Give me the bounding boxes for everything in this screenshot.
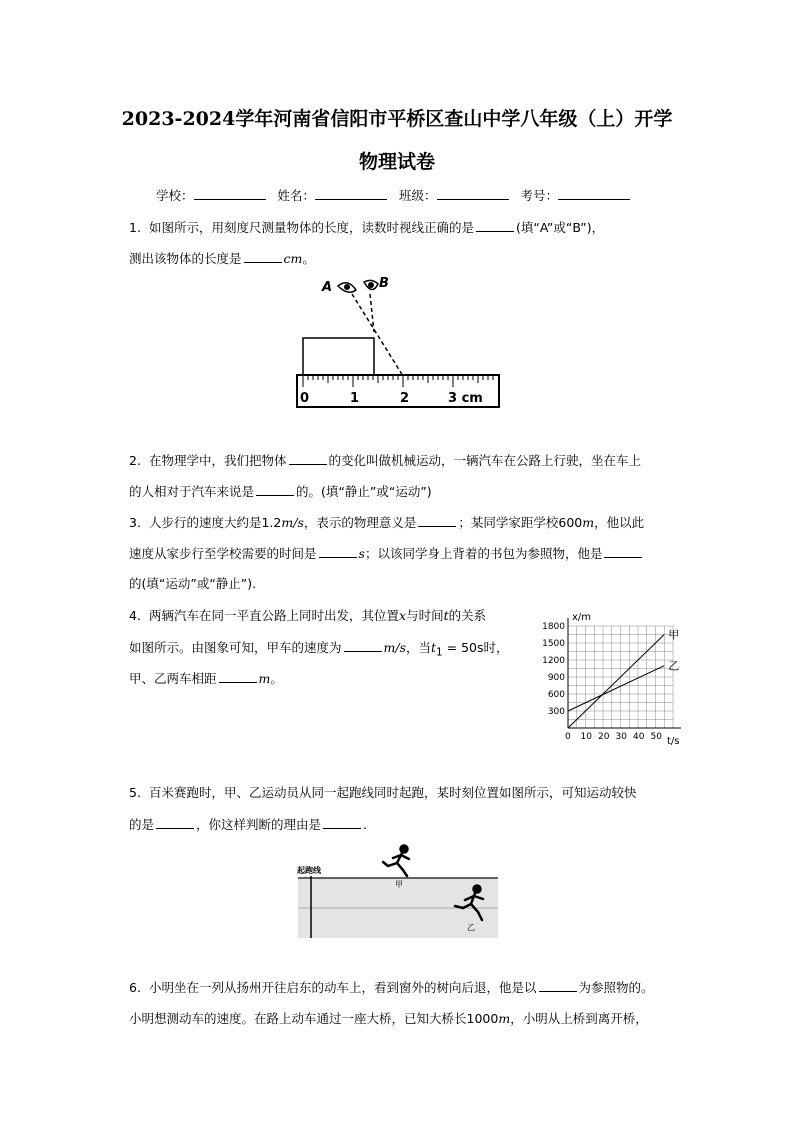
- q4-text-g: 甲、乙两车相距: [129, 671, 217, 686]
- name-field[interactable]: [315, 187, 387, 200]
- q1-line2: [129, 250, 315, 267]
- ruler-ticks: [303, 375, 493, 387]
- graph-x-tick: 30: [615, 732, 627, 742]
- graph-x-tick: 40: [633, 732, 645, 742]
- q3-unit-2: m: [582, 515, 595, 530]
- exam-title-line1: 2023-2024学年河南省信阳市平桥区查山中学八年级（上）开学: [121, 108, 673, 130]
- ruler-figure: [290, 272, 505, 412]
- q1-blank-2[interactable]: [244, 250, 282, 263]
- graph-series-label-yi: 乙: [668, 659, 680, 673]
- graph-x-tick: 50: [650, 732, 662, 742]
- q4-unit-2: m: [258, 671, 271, 686]
- q4-sub-1: 1: [436, 646, 443, 659]
- graph-x-tick: 20: [598, 732, 610, 742]
- q4-text-a: 两辆汽车在同一平直公路上同时出发，其位置: [149, 608, 400, 623]
- q1-blank-1[interactable]: [476, 219, 514, 232]
- runner-yi-label: 乙: [467, 923, 475, 932]
- graph-tick-labels: [542, 622, 662, 742]
- eye-a-icon: [338, 283, 356, 292]
- q4-var-t: t: [443, 608, 449, 623]
- q6-line1: [129, 979, 654, 996]
- q6-number: 6.: [129, 980, 141, 995]
- ruler-tick-2: 2: [400, 391, 410, 406]
- q3-number: 3.: [129, 515, 141, 530]
- q2-text-a: 在物理学中，我们把物体: [149, 453, 287, 468]
- q4-text-h: 。: [270, 671, 283, 686]
- q5-text-c: ，你这样判断的理由是: [196, 817, 322, 832]
- q2-line1: [129, 452, 641, 469]
- student-info-row: [0, 186, 794, 204]
- runner-jia-label: 甲: [395, 880, 403, 889]
- q3-text-e: 速度从家步行至学校需要的时间是: [129, 546, 317, 561]
- exam-no-field[interactable]: [558, 187, 630, 200]
- graph-y-tick: 900: [547, 673, 565, 683]
- q1-text-c: 测出该物体的长度是: [129, 251, 242, 266]
- q5-number: 5.: [129, 785, 141, 800]
- q4-line1: [129, 608, 486, 624]
- q6-text-c: 小明想测动车的速度。在路上动车通过一座大桥，已知大桥长1000: [129, 1011, 499, 1026]
- measured-object: [303, 338, 374, 375]
- graph-y-tick: 600: [547, 690, 565, 700]
- q5-line1: [129, 785, 637, 801]
- start-line-label: 起跑线: [297, 866, 321, 875]
- q3-text-c: ；某同学家距学校600: [458, 515, 583, 530]
- graph-y-axis-label: x/m: [572, 612, 592, 623]
- ruler-tick-0: 0: [300, 391, 310, 406]
- q3-text-b: ，表示的物理意义是: [303, 515, 417, 530]
- q6-line2: [129, 1011, 648, 1027]
- ruler-tick-3: 3 cm: [448, 391, 483, 406]
- graph-y-tick: 300: [547, 707, 565, 717]
- q6-text-a: 小明坐在一列从扬州开往启东的动车上，看到窗外的树向后退，他是以: [149, 980, 537, 995]
- q3-line2: [129, 545, 644, 562]
- exam-title-line2: 物理试卷: [358, 151, 435, 173]
- q1-text-b: (填“A”或“B”)，: [516, 220, 605, 235]
- q4-line2: [129, 639, 509, 661]
- exam-no-label: 考号：: [520, 188, 558, 203]
- school-field[interactable]: [194, 187, 266, 200]
- q4-line3: [129, 670, 283, 687]
- q4-var-x: x: [399, 608, 407, 623]
- q4-text-e: ，当: [406, 640, 432, 655]
- q3-line1: [129, 514, 644, 531]
- class-field[interactable]: [437, 187, 509, 200]
- eye-b-label: B: [379, 276, 389, 291]
- q3-unit-1: m/s: [281, 515, 304, 530]
- q3-unit-3: s: [358, 546, 365, 561]
- sight-line-a: [352, 294, 403, 376]
- graph-series-line-jia: [568, 635, 664, 729]
- graph-x-tick: 0: [565, 732, 571, 742]
- graph-y-tick: 1500: [542, 639, 565, 649]
- q4-unit-1: m/s: [383, 640, 406, 655]
- runner-jia-icon: [383, 846, 409, 877]
- q1-unit: cm: [283, 251, 303, 266]
- school-label: 学校：: [155, 188, 194, 203]
- q5-line2: [129, 816, 367, 833]
- q2-text-c: 的人相对于汽车来说是: [129, 484, 255, 499]
- race-track-figure: [295, 838, 505, 943]
- q5-text-a: 百米赛跑时，甲、乙运动员从同一起跑线同时起跑，某时刻位置如图所示，可知运动较快: [149, 785, 637, 800]
- q1-text-d: 。: [302, 251, 315, 266]
- q5-blank-1[interactable]: [156, 816, 194, 829]
- q3-text-d: ，他以此: [594, 515, 645, 530]
- q3-blank-3[interactable]: [604, 545, 642, 558]
- q6-text-b: 为参照物的。: [578, 980, 654, 995]
- q3-text-a: 人步行的速度大约是1.2: [149, 515, 282, 530]
- q4-blank-2[interactable]: [219, 670, 257, 683]
- name-label: 姓名：: [277, 188, 315, 203]
- q2-blank-2[interactable]: [256, 483, 294, 496]
- graph-y-tick: 1800: [542, 622, 565, 632]
- q2-line2: [129, 483, 432, 500]
- q4-text-b: 与时间: [406, 608, 444, 623]
- q4-text-f: = 50s时，: [442, 640, 509, 655]
- graph-series: [568, 635, 664, 729]
- q3-blank-2[interactable]: [319, 545, 357, 558]
- q5-text-b: 的是: [129, 817, 155, 832]
- q1-line1: [129, 219, 604, 236]
- q2-number: 2.: [129, 453, 141, 468]
- q5-blank-2[interactable]: [323, 816, 361, 829]
- eye-b-icon: [364, 280, 378, 289]
- q3-blank-1[interactable]: [418, 514, 456, 527]
- q1-text-a: 如图所示，用刻度尺测量物体的长度，读数时视线正确的是: [149, 220, 475, 235]
- q4-text-d: 如图所示。由图象可知，甲车的速度为: [129, 640, 342, 655]
- graph-series-line-yi: [568, 666, 664, 711]
- q4-var-t1: t: [431, 640, 437, 655]
- position-time-graph: [540, 610, 700, 750]
- q3-text-g: 的(填“运动”或“静止”).: [129, 576, 257, 591]
- q4-text-c: 的关系: [448, 608, 487, 623]
- q4-number: 4.: [129, 608, 141, 623]
- q6-blank-1[interactable]: [539, 979, 577, 992]
- q3-text-f: ；以该同学身上背着的书包为参照物，他是: [364, 546, 603, 561]
- ruler-tick-1: 1: [350, 391, 360, 406]
- q2-text-b: 的变化叫做机械运动，一辆汽车在公路上行驶，坐在车上: [328, 453, 642, 468]
- q6-unit-1: m: [498, 1011, 511, 1026]
- q3-line3: [129, 576, 256, 592]
- graph-y-tick: 1200: [542, 656, 565, 666]
- graph-x-tick: 10: [580, 732, 592, 742]
- graph-series-label-jia: 甲: [668, 628, 680, 642]
- q1-number: 1.: [129, 220, 141, 235]
- q6-text-d: ，小明从上桥到离开桥，: [510, 1011, 648, 1026]
- graph-x-axis-label: t/s: [667, 736, 680, 747]
- eye-a-label: A: [322, 280, 333, 295]
- q2-text-d: 的。(填“静止”或“运动”): [296, 484, 432, 499]
- q5-text-d: .: [363, 817, 368, 832]
- q2-blank-1[interactable]: [289, 452, 327, 465]
- class-label: 班级：: [398, 188, 437, 203]
- q4-blank-1[interactable]: [344, 639, 382, 652]
